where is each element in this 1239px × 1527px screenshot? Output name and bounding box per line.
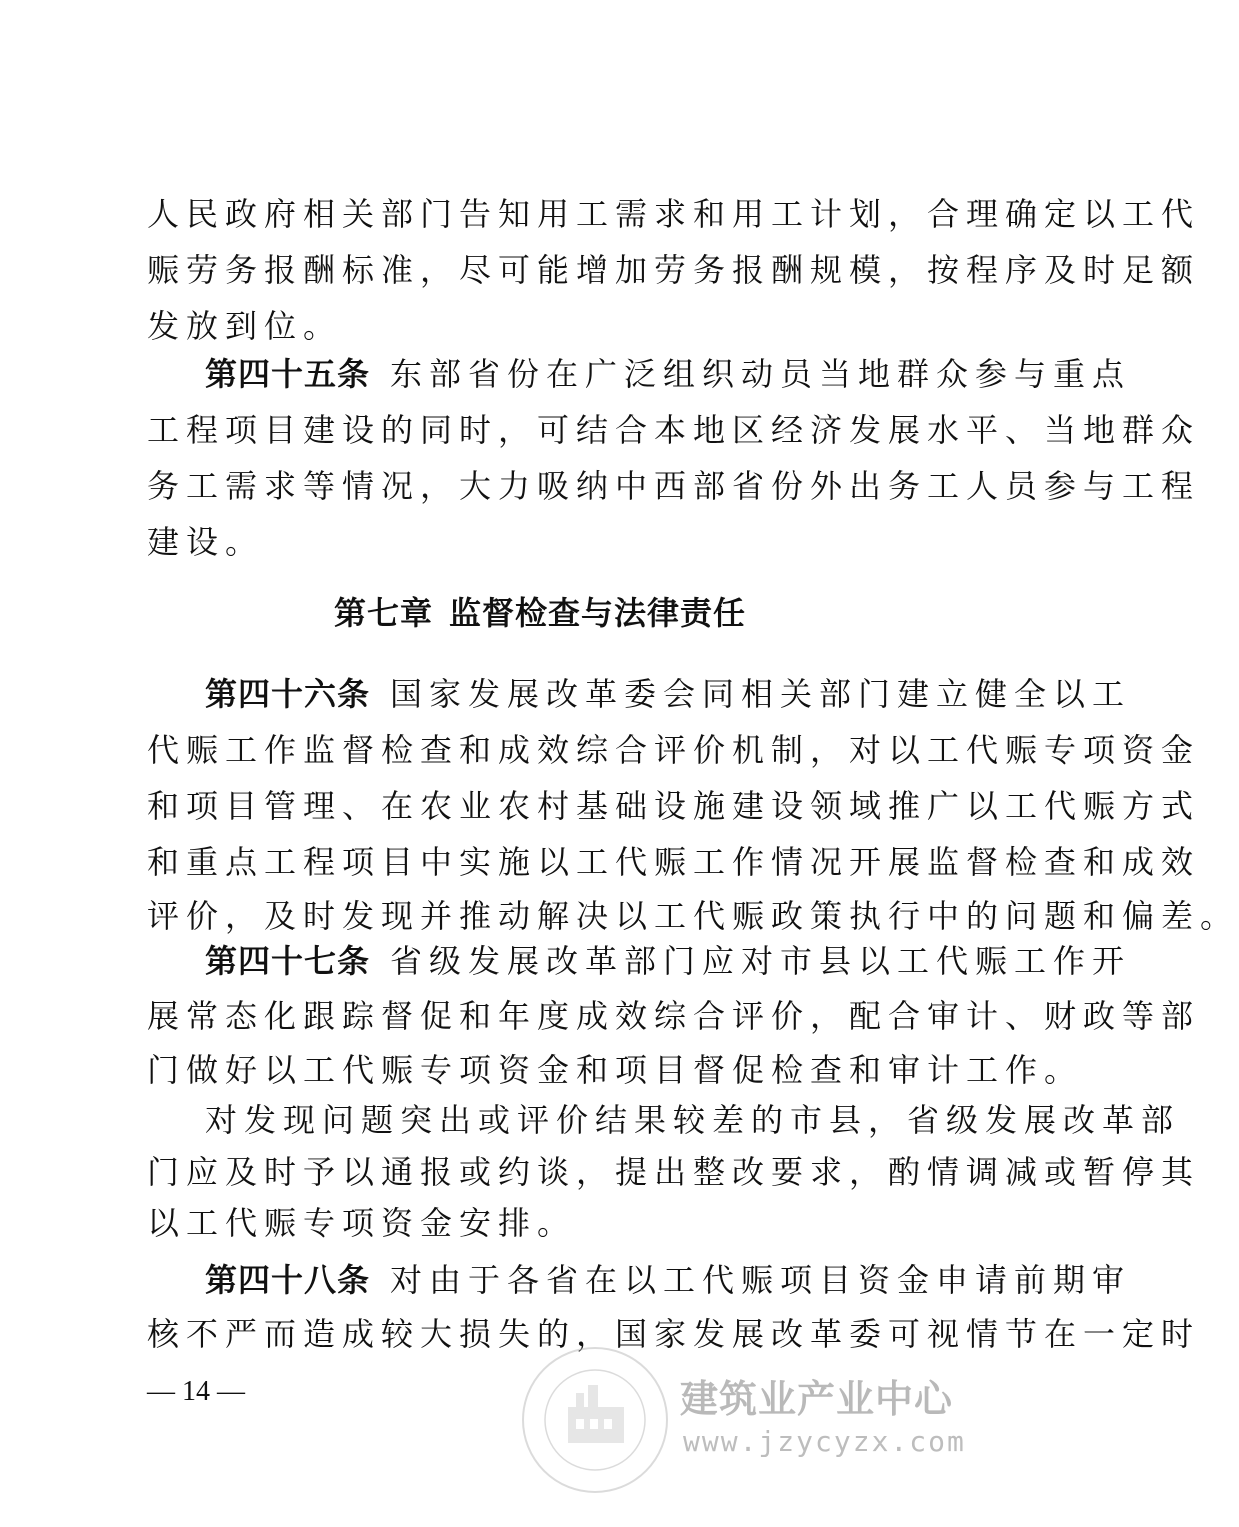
- paragraph-line: 赈劳务报酬标准，尽可能增加劳务报酬规模，按程序及时足额: [147, 251, 1201, 289]
- paragraph-line: 务工需求等情况，大力吸纳中西部省份外出务工人员参与工程: [147, 467, 1201, 505]
- paragraph-line: 门做好以工代赈专项资金和项目督促检查和审计工作。: [147, 1051, 1084, 1089]
- article-47-line: [205, 933, 1132, 989]
- paragraph-line: 以工代赈专项资金安排。: [147, 1204, 577, 1242]
- paragraph-line: 工程项目建设的同时，可结合本地区经济发展水平、当地群众: [147, 411, 1201, 449]
- paragraph-line: 和重点工程项目中实施以工代赈工作情况开展监督检查和成效: [147, 843, 1201, 881]
- article-45-heading: 第四十五条: [205, 355, 371, 393]
- chapter-title: 监督检查与法律责任: [449, 594, 747, 632]
- paragraph-line: 国家发展改革委会同相关部门建立健全以工: [390, 675, 1132, 713]
- watermark-title: 建筑业产业中心: [680, 1377, 954, 1421]
- paragraph-line: 对发现问题突出或评价结果较差的市县，省级发展改革部: [205, 1101, 1181, 1139]
- article-48-line: [205, 1252, 1132, 1308]
- paragraph-line: 人民政府相关部门告知用工需求和用工计划，合理确定以工代: [147, 195, 1201, 233]
- paragraph-line: 门应及时予以通报或约谈，提出整改要求，酌情调减或暂停其: [147, 1153, 1201, 1191]
- paragraph-line: 建设。: [147, 523, 265, 561]
- article-45-line: [205, 346, 1132, 402]
- article-46-heading: 第四十六条: [205, 675, 371, 713]
- article-48-heading: 第四十八条: [205, 1261, 371, 1299]
- paragraph-line: 对由于各省在以工代赈项目资金申请前期审: [390, 1261, 1132, 1299]
- page-number: — 14 —: [147, 1376, 245, 1407]
- paragraph-line: 代赈工作监督检查和成效综合评价机制，对以工代赈专项资金: [147, 731, 1201, 769]
- paragraph-line: 发放到位。: [147, 307, 343, 345]
- chapter-number: 第七章: [333, 594, 433, 632]
- article-46-line: [205, 666, 1132, 722]
- paragraph-line: 展常态化跟踪督促和年度成效综合评价，配合审计、财政等部: [147, 997, 1201, 1035]
- paragraph-line: 东部省份在广泛组织动员当地群众参与重点: [390, 355, 1132, 393]
- paragraph-line: 核不严而造成较大损失的，国家发展改革委可视情节在一定时: [147, 1315, 1201, 1353]
- watermark-seal-icon: [520, 1345, 670, 1495]
- article-47-heading: 第四十七条: [205, 942, 371, 980]
- paragraph-line: 和项目管理、在农业农村基础设施建设领域推广以工代赈方式: [147, 787, 1201, 825]
- paragraph-line: 评价，及时发现并推动解决以工代赈政策执行中的问题和偏差。: [147, 897, 1239, 935]
- paragraph-line: 省级发展改革部门应对市县以工代赈工作开: [390, 942, 1132, 980]
- chapter-heading: [0, 585, 1080, 641]
- watermark-url: www.jzycyzx.com: [683, 1425, 966, 1458]
